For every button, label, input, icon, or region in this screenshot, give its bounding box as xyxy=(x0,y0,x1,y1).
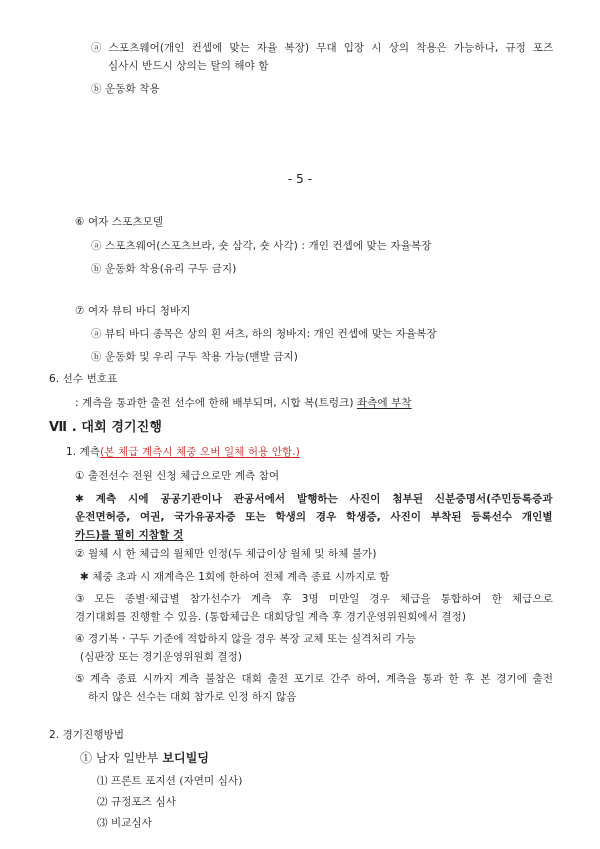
id-notice-line2: 운전면허증, 여권, 국가유공자증 또는 학생의 경우 학생증, 사진이 부착된 등록선수 개인별 xyxy=(75,511,553,523)
weigh-in-item-3-line1: ③ 모든 종별·체급별 참가선수가 계측 후 3명 미만일 경우 체급을 통합하여 한 체급으로 xyxy=(75,593,554,605)
weigh-in-item-3-line2: 경기대회를 진행할 수 있음. (통합체급은 대회당일 계측 후 경기운영위원회에서 결정) xyxy=(75,611,467,623)
sport-model-item-a: ⓐ 스포츠웨어(스포츠브라, 숏 삼각, 숏 사각) : 개인 컨셉에 맞는 자율복장 xyxy=(91,240,432,252)
page-number: - 5 - xyxy=(287,172,313,186)
weigh-in-item-4-line1: ④ 경기복ㆍ구두 기준에 적합하지 않을 경우 복장 교체 또는 실격처리 가능 xyxy=(75,633,416,645)
weigh-in-note: (본 체급 계측시 체중 오버 일체 허용 안함.) xyxy=(100,446,300,458)
method-step-1: ⑴ 프론트 포지션 (자연미 심사) xyxy=(97,775,243,787)
method-heading: 2. 경기진행방법 xyxy=(49,729,125,741)
bib-text xyxy=(75,396,412,410)
method-step-2: ⑵ 규정포즈 심사 xyxy=(97,796,176,808)
bib-text-main: : 계측을 통과한 출전 선수에 한해 배부되며, 시합 복(트렁크) xyxy=(75,397,354,409)
beauty-body-heading: ⑦ 여자 뷰티 바디 청바지 xyxy=(75,305,191,317)
bib-text-underlined: 좌측에 부착 xyxy=(357,397,412,409)
beauty-body-item-a: ⓐ 뷰티 바디 종목은 상의 흰 셔츠, 하의 청바지: 개인 컨셉에 맞는 자율복장 xyxy=(91,328,437,340)
weigh-in-label: 1. 계측 xyxy=(66,446,101,458)
weigh-in-item-4-line2: (심판장 또는 경기운영위원회 결정) xyxy=(80,651,243,663)
clothing-item-b: ⓑ 운동화 착용 xyxy=(91,83,160,95)
weigh-in-heading xyxy=(66,445,300,459)
section-heading: Ⅶ . 대회 경기진행 xyxy=(49,420,162,435)
men-general-prefix: ① 남자 일반부 xyxy=(80,751,159,765)
id-notice-line1: ✱ 계측 시에 공공기관이나 관공서에서 발행하는 사진이 첨부된 신분증명서(주민등록증과 xyxy=(75,493,553,505)
id-notice-line3: 카드)를 필히 지참할 것 xyxy=(75,529,184,541)
weigh-in-item-5-line1: ⑤ 계측 종료 시까지 계측 불참은 대회 출전 포기로 간주 하여, 계측을 통과 한 후 본 경기에 출전 xyxy=(75,673,554,685)
men-general-heading xyxy=(80,750,209,766)
weigh-in-item-5-line2: 하지 않은 선수는 대회 참가로 인정 하지 않음 xyxy=(88,691,297,703)
weigh-in-item-2: ② 월체 시 한 체급의 월체만 인정(두 체급이상 월체 및 하체 불가) xyxy=(75,548,377,560)
beauty-body-item-b: ⓑ 운동화 및 우리 구두 착용 가능(맨발 금지) xyxy=(91,351,298,363)
weigh-in-item-1: ① 출전선수 전원 신청 체급으로만 계측 참여 xyxy=(75,470,280,482)
clothing-item-a-line2: 심사시 반드시 상의는 탈의 해야 함 xyxy=(108,60,269,72)
sport-model-heading: ⑥ 여자 스포츠모델 xyxy=(75,216,164,228)
reweigh-notice: ✱ 체중 초과 시 재계측은 1회에 한하여 전체 계측 종료 시까지로 함 xyxy=(80,571,390,583)
bodybuilding-label: 보디빌딩 xyxy=(162,751,210,765)
bib-heading: 6. 선수 번호표 xyxy=(49,373,118,385)
sport-model-item-b: ⓑ 운동화 착용(유리 구두 금지) xyxy=(91,263,237,275)
clothing-item-a-line1: ⓐ 스포츠웨어(개인 컨셉에 맞는 자율 복장) 무대 입장 시 상의 착용은 가능하나, 규정 포즈 xyxy=(91,42,554,54)
method-step-3: ⑶ 비교심사 xyxy=(97,817,153,829)
